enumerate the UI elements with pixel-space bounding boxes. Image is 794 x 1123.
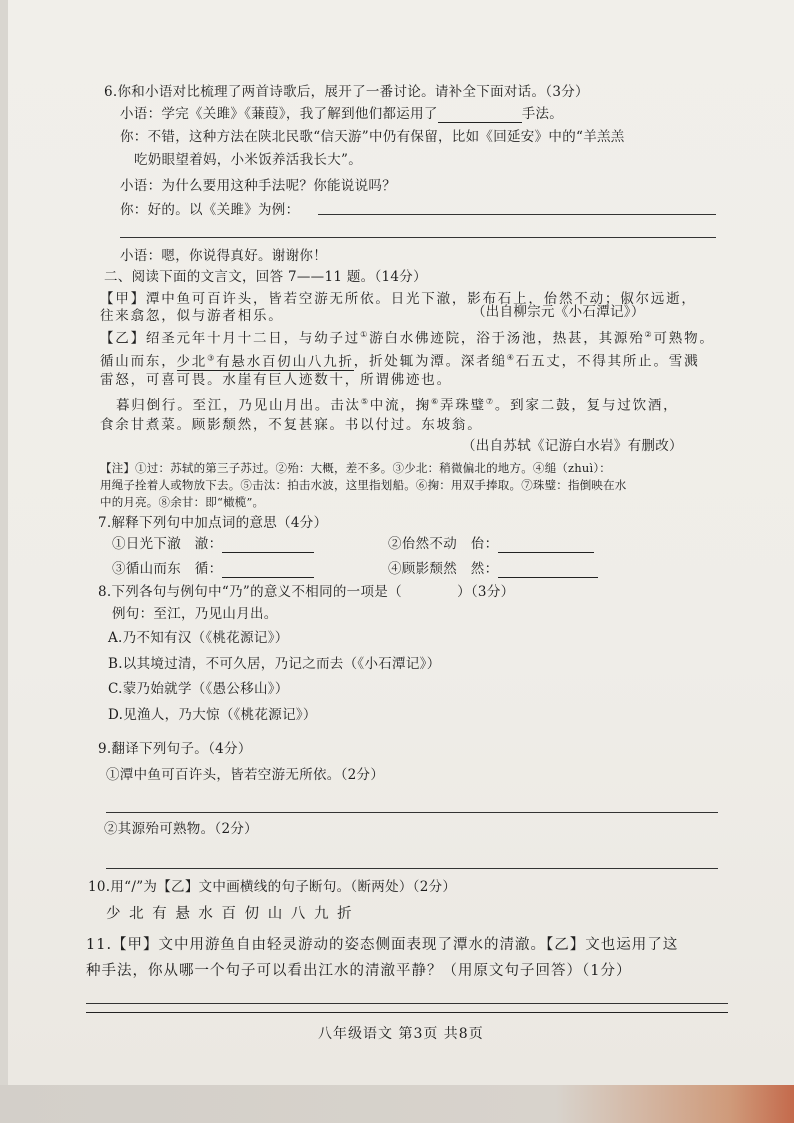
q7-item-c: ③循山而东 循： <box>112 560 314 578</box>
q10-stem: 10.用“/”为【乙】文中画横线的句子断句。（断两处）（2分） <box>88 879 457 895</box>
notes-line3: 中的月亮。⑧余甘：即“橄榄”。 <box>100 495 265 509</box>
q7-blank-a[interactable] <box>222 538 314 553</box>
q7-blank-b[interactable] <box>498 538 594 553</box>
q6-answer-line-1[interactable] <box>318 214 716 215</box>
yi-line2: 循山而东，少北③有悬水百仞山八九折，折处辄为潭。深者缒④石五丈，不得其所止。雪溅 <box>100 353 700 370</box>
q6-answer-line-2[interactable] <box>120 237 716 238</box>
yi-line3: 雷怒，可喜可畏。水崖有巨人迹数十，所谓佛迹也。 <box>100 372 452 388</box>
notes-line1: 【注】①过：苏轼的第三子苏过。②殆：大概，差不多。③少北：稍微偏北的地方。④缒（zhuì）： <box>100 461 611 475</box>
q8-option-a[interactable]: A.乃不知有汉（《桃花源记》） <box>108 630 289 646</box>
yi-line1: 【乙】绍圣元年十月十二日，与幼子过①游白水佛迹院，浴于汤池，热甚，其源殆②可熟物。 <box>100 330 715 347</box>
q7-blank-d[interactable] <box>498 563 598 578</box>
q7-blank-c[interactable] <box>222 563 314 578</box>
q8-option-b[interactable]: B.以其境过清，不可久居，乃记之而去（《小石潭记》） <box>108 656 441 672</box>
q8-option-c[interactable]: C.蒙乃始就学（《愚公移山》） <box>108 681 289 697</box>
section-2-title: 二、阅读下面的文言文，回答 7——11 题。（14分） <box>104 269 427 285</box>
q9-stem: 9.翻译下列句子。（4分） <box>98 741 252 757</box>
jia-line2: 往来翕忽，似与游者相乐。 <box>100 308 284 324</box>
q7-item-a: ①日光下澈 澈： <box>112 535 314 553</box>
yi-line5: 食余甘煮菜。顾影颓然，不复甚寐。书以付过。东坡翁。 <box>100 417 483 433</box>
q6-line1: 小语：学完《关雎》《蒹葭》，我了解到他们都运用了 手法。 <box>120 106 564 122</box>
yi-line4: 暮归倒行。至江，乃见山月出。击汰⑤中流，掬⑥弄珠璧⑦。到家二鼓，复与过饮酒， <box>116 397 679 414</box>
q9-answer-line-2[interactable] <box>106 868 718 869</box>
q11-line2: 种手法，你从哪一个句子可以看出江水的清澈平静？（用原文句子回答）（1分） <box>86 963 632 979</box>
footer-divider <box>86 1012 728 1013</box>
jia-source: （出自柳宗元《小石潭记》） <box>472 304 645 320</box>
q8-option-d[interactable]: D.见渔人，乃大惊（《桃花源记》） <box>108 707 317 723</box>
q11-line1: 11.【甲】文中用游鱼自由轻灵游动的姿态侧面表现了潭水的清澈。【乙】文也运用了这 <box>86 937 679 953</box>
q6-stem: 6.你和小语对比梳理了两首诗歌后，展开了一番讨论。请补全下面对话。（3分） <box>104 84 589 100</box>
q9-sentence-2: ②其源殆可熟物。（2分） <box>104 821 258 837</box>
q6-line6: 小语：嗯，你说得真好。谢谢你！ <box>120 248 327 264</box>
q7-item-b: ②佁然不动 佁： <box>388 535 594 553</box>
q8-stem: 8.下列各句与例句中“乃”的意义不相同的一项是（ ）（3分） <box>98 584 515 600</box>
q9-answer-line-1[interactable] <box>106 812 718 813</box>
background-surface <box>0 1085 794 1123</box>
page-footer: 八年级语文 第3页 共8页 <box>318 1026 484 1042</box>
underlined-sentence: 少北③有悬水百仞山八九折 <box>176 353 354 370</box>
q10-sentence[interactable]: 少 北 有 悬 水 百 仞 山 八 九 折 <box>106 906 354 922</box>
q6-technique-blank[interactable] <box>438 108 522 123</box>
q7-stem: 7.解释下列句中加点词的意思（4分） <box>98 515 328 531</box>
q6-line5: 你：好的。以《关雎》为例： <box>120 202 300 218</box>
q6-line2: 你：不错，这种方法在陕北民歌“信天游”中仍有保留，比如《回延安》中的“羊羔羔 <box>120 129 625 145</box>
q9-sentence-1: ①潭中鱼可百许头，皆若空游无所依。（2分） <box>106 767 385 783</box>
q8-example: 例句：至江，乃见山月出。 <box>112 606 278 622</box>
q11-answer-line[interactable] <box>86 1003 728 1004</box>
q6-line3: 吃奶眼望着妈，小米饭养活我长大”。 <box>134 152 363 168</box>
yi-source: （出自苏轼《记游白水岩》有删改） <box>462 438 683 454</box>
q7-item-d: ④顾影颓然 然： <box>388 560 598 578</box>
notes-line2: 用绳子拴着人或物放下去。⑤击汰：拍击水波，这里指划船。⑥掬：用双手捧取。⑦珠璧：指倒映在水 <box>100 478 627 492</box>
q6-line4: 小语：为什么要用这种手法呢？你能说说吗？ <box>120 178 396 194</box>
jia-line1: 【甲】潭中鱼可百许头，皆若空游无所依。日光下澈，影布石上，佁然不动；俶尔远逝， <box>100 291 697 307</box>
